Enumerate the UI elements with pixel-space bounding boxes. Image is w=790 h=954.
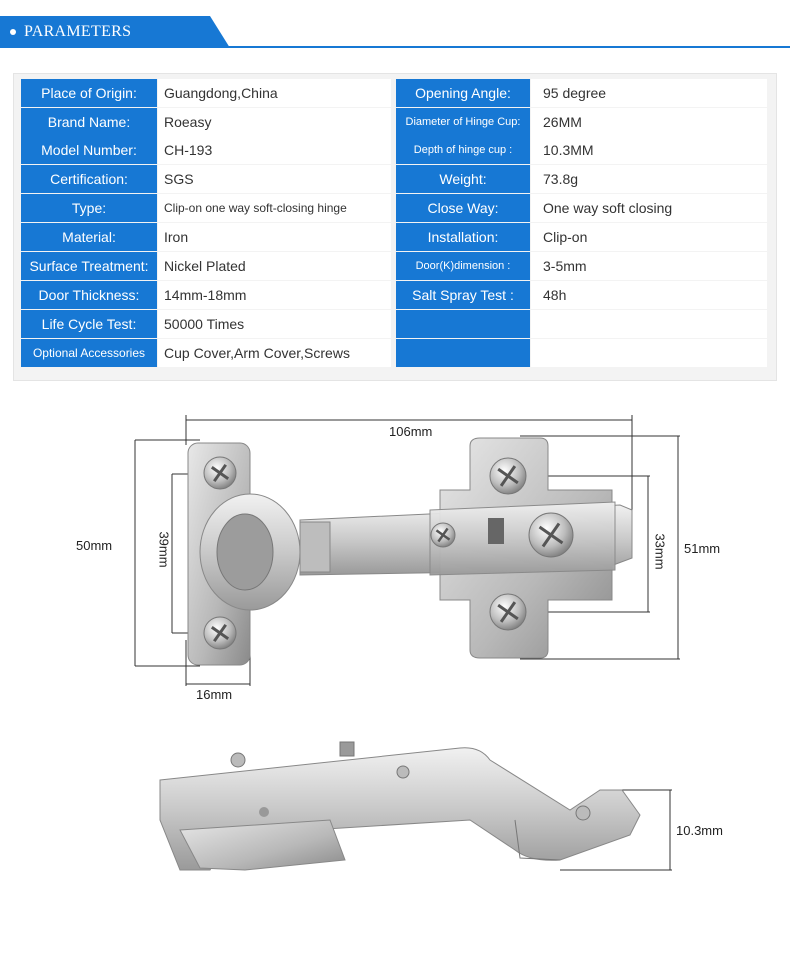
param-value: SGS [158,165,391,193]
param-label: Depth of hinge cup : [396,136,530,164]
dim-plate-outer: 51mm [684,541,721,556]
param-value: Clip-on [531,223,767,251]
param-value: One way soft closing [531,194,767,222]
param-value: 95 degree [531,79,767,107]
hinge-top-view [188,438,632,665]
param-value: Nickel Plated [158,252,391,280]
table-row [20,194,768,222]
param-label: Close Way: [396,194,530,222]
param-value: Guangdong,China [158,79,391,107]
dim-cup-depth: 10.3mm [676,823,723,838]
header-underline [0,46,790,48]
dim-cup-width: 16mm [196,687,233,702]
table-row [20,136,768,164]
hinge-side-view [160,742,640,870]
param-label: Type: [21,194,157,222]
dim-plate-inner: 33mm [652,533,668,570]
param-value [531,310,767,338]
table-row [20,108,768,136]
bullet-icon [10,29,16,35]
section-title: PARAMETERS [24,23,132,40]
screw-icon [204,617,236,649]
param-value: 14mm-18mm [158,281,391,309]
param-value: Roeasy [158,108,391,136]
param-value: 73.8g [531,165,767,193]
screw-icon [490,594,526,630]
param-value: 3-5mm [531,252,767,280]
hinge-illustration [0,390,790,949]
screw-icon [431,523,455,547]
param-label: Optional Accessories [21,339,157,367]
screw-icon [529,513,573,557]
param-label: Door(K)dimension : [396,252,530,280]
param-label: Installation: [396,223,530,251]
section-header [0,0,790,50]
param-value: 10.3MM [531,136,767,164]
param-value: CH-193 [158,136,391,164]
screw-icon [490,458,526,494]
table-row [20,281,768,309]
table-row [20,223,768,251]
param-value [531,339,767,367]
param-label: Life Cycle Test: [21,310,157,338]
param-value: Clip-on one way soft-closing hinge [158,194,391,222]
param-value: 26MM [531,108,767,136]
table-row [20,79,768,107]
param-label: Material: [21,223,157,251]
param-label: Certification: [21,165,157,193]
param-value: 48h [531,281,767,309]
table-row [20,252,768,280]
table-row [20,165,768,193]
param-label: Opening Angle: [396,79,530,107]
param-value: Cup Cover,Arm Cover,Screws [158,339,391,367]
dim-total-width: 106mm [389,424,433,439]
param-label: Door Thickness: [21,281,157,309]
dim-inner-height: 39mm [156,531,172,568]
table-row [20,310,768,338]
param-label: Diameter of Hinge Cup: [396,108,530,136]
param-label: Surface Treatment: [21,252,157,280]
param-value: Iron [158,223,391,251]
param-label [396,310,530,338]
dim-left-height: 50mm [76,538,113,553]
hinge-drawing [0,390,790,949]
param-label: Weight: [396,165,530,193]
parameters-table [13,73,777,381]
param-label: Brand Name: [21,108,157,136]
param-label: Salt Spray Test : [396,281,530,309]
param-label: Place of Origin: [21,79,157,107]
table-row [20,339,768,367]
screw-icon [204,457,236,489]
param-label: Model Number: [21,136,157,164]
param-value: 50000 Times [158,310,391,338]
param-label [396,339,530,367]
